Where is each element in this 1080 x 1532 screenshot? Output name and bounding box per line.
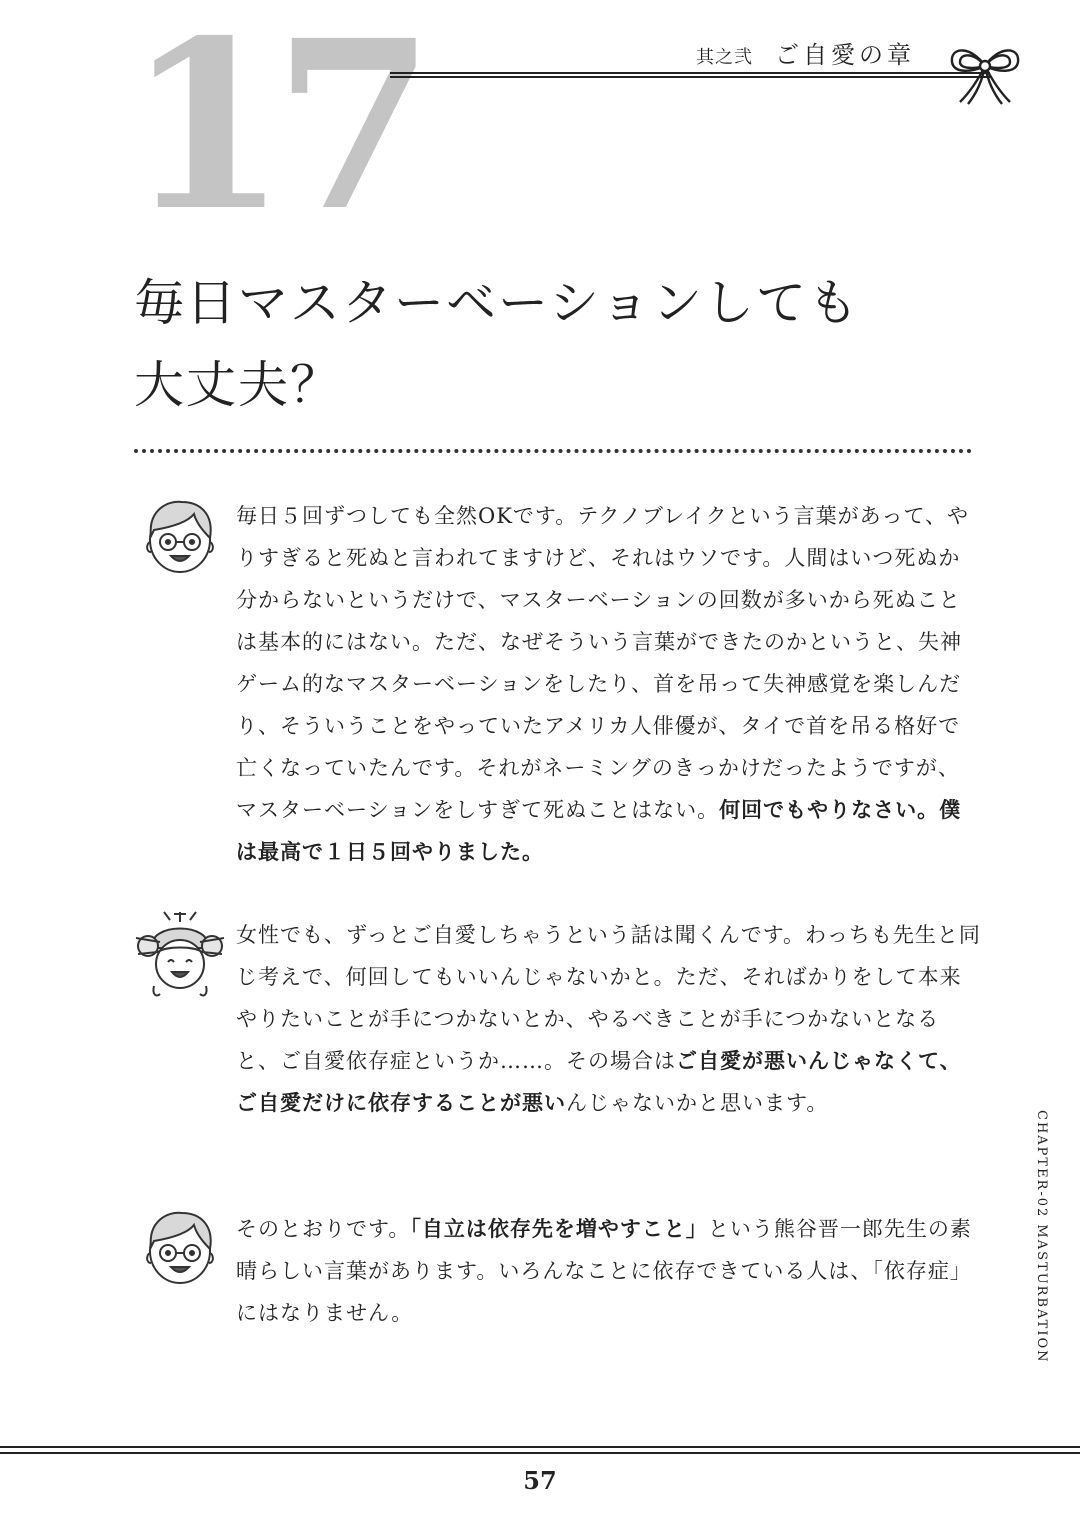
paragraph-2 [236,914,981,1124]
section-header [696,35,915,70]
sensei-avatar-icon [138,1205,222,1289]
paragraph-2-text-b: んじゃないかと思います。 [566,1091,829,1115]
paragraph-1 [236,495,981,873]
oiran-avatar-icon [134,908,226,1000]
section-sub-label: 其之弐 [696,47,753,68]
paragraph-2-bold: ご自愛が悪いんじゃなくて、ご自愛だけに依存することが悪い [236,1049,962,1115]
chapter-number: 17 [126,0,421,262]
paragraph-3-text-b: という熊谷晋一郎先生の素晴らしい言葉があります。いろんなことに依存できている人は、「依存症」にはなりません。 [236,1217,972,1325]
dotted-divider [134,449,972,453]
mizuhiki-bow-icon [938,38,1032,108]
header-rule [390,72,990,78]
paragraph-2-text-a: 女性でも、ずっとご自愛しちゃうという話は聞くんです。わっちも先生と同じ考えで、何回してもいいんじゃないかと。ただ、そればかりをして本来やりたいことが手につかないとか、やるべきことが手につかないとなると、ご自愛依存症というか……。その場合は [236,923,981,1073]
title-line-1: 毎日マスターベーションしても [134,274,860,332]
section-title: ご自愛の章 [775,41,915,69]
footer-rule [0,1446,1080,1454]
article-title [134,262,860,426]
paragraph-1-text: 毎日５回ずつしても全然OKです。テクノブレイクという言葉があって、やりすぎると死ぬと言われてますけど、それはウソです。人間はいつ死ぬか分からないというだけで、マスターベーションの回数が多いから死ぬことは基本的にはない。ただ、なぜそういう言葉ができたのかというと、失神ゲーム的なマスターベーションをしたり、首を吊って失神感覚を楽しんだり、そういうことをやっていたアメリカ人俳優が、タイで首を吊る格好で亡くなっていたんです。それがネーミングのきっかけだったようですが、マスターベーションをしすぎて死ぬことはない。 [236,504,970,822]
chapter-side-label: CHAPTER-02 MASTURBATION [1034,1110,1049,1364]
page-number: 57 [523,1466,557,1495]
title-line-2: 大丈夫？ [134,356,342,414]
paragraph-3 [236,1208,981,1334]
sensei-avatar-icon [138,494,222,578]
paragraph-3-bold: 「自立は依存先を増やすこと」 [410,1217,708,1241]
paragraph-1-bold: 何回でもやりなさい。僕は最高で１日５回やりました。 [236,798,962,864]
paragraph-3-text-a: そのとおりです。 [236,1217,411,1241]
